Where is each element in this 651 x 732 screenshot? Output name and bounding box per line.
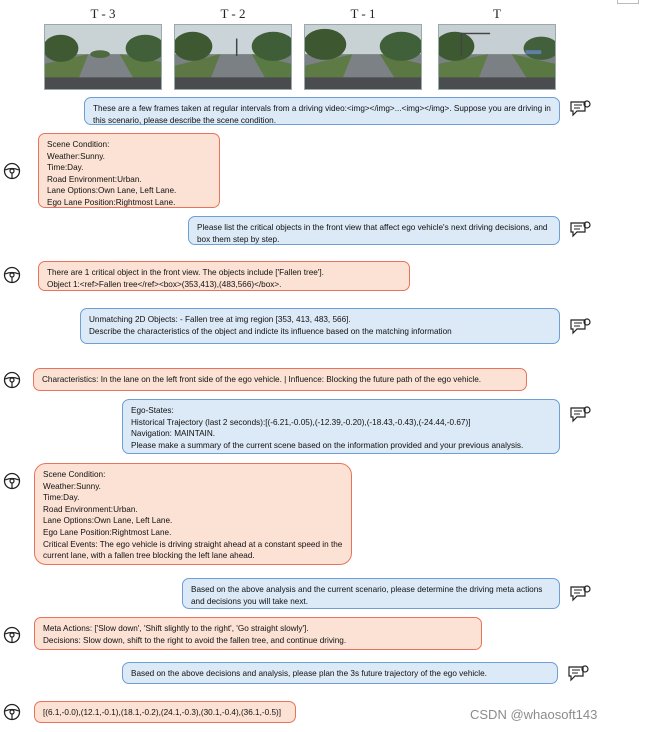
user-message-7: Ego-States: Historical Trajectory (last 2 seconds):[(-6.21,-0.05),(-12.39,-0.20),(-18.43,-0.43),(-24.44,-0.67)] Navigation: MAINTAIN. Please make a summary of the current scene based on the information provided and your previous analysis. xyxy=(122,399,560,454)
user-icon xyxy=(570,221,592,239)
frame-image-t-3 xyxy=(44,24,162,90)
frame-image-t-1 xyxy=(304,24,422,90)
user-icon xyxy=(568,665,590,683)
user-message-1: These are a few frames taken at regular intervals from a driving video:<img></img>...<img></img>. Suppose you are driving in this scenario, please describe the scene condition. xyxy=(84,97,560,125)
assistant-message-6: Characteristics: In the lane on the left front side of the ego vehicle. | Influence: Blocking the future path of the ego vehicle. xyxy=(33,368,527,391)
assistant-message-2: Scene Condition: Weather:Sunny. Time:Day. Road Environment:Urban. Lane Options:Own Lane, Left Lane. Ego Lane Position:Rightmost Lane. xyxy=(38,133,220,208)
steering-wheel-icon xyxy=(3,162,21,180)
user-icon xyxy=(570,100,592,118)
user-message-9: Based on the above analysis and the current scenario, please determine the driving meta actions and decisions you will take next. xyxy=(182,578,560,609)
steering-wheel-icon xyxy=(3,703,21,721)
frame-label-t: T xyxy=(493,6,501,21)
assistant-message-10: Meta Actions: ['Slow down', 'Shift slightly to the right', 'Go straight slowly']. Decisions: Slow down, shift to the right to avoid the fallen tree, and continue driving. xyxy=(34,617,482,650)
assistant-message-12: [(6.1,-0.0),(12.1,-0.1),(18.1,-0.2),(24.1,-0.3),(30.1,-0.4),(36.1,-0.5)] xyxy=(34,701,296,723)
user-icon xyxy=(570,585,592,603)
user-message-5: Unmatching 2D Objects: - Fallen tree at img region [353, 413, 483, 566]. Describe the characteristics of the object and indicte its influence based on the matching information xyxy=(80,308,560,344)
user-message-3: Please list the critical objects in the front view that affect ego vehicle's next driving decisions, and box them step by step. xyxy=(188,216,560,245)
assistant-message-4: There are 1 critical object in the front view. The objects include ['Fallen tree']. Object 1:<ref>Fallen tree</ref><box>(353,413),(483,566)</box>. xyxy=(38,261,410,291)
steering-wheel-icon xyxy=(3,626,21,644)
user-icon xyxy=(570,318,592,336)
steering-wheel-icon xyxy=(3,472,21,490)
frame-label-t-1: T - 1 xyxy=(350,6,376,21)
frame-image-t xyxy=(438,24,556,90)
steering-wheel-icon xyxy=(3,371,21,389)
steering-wheel-icon xyxy=(3,266,21,284)
watermark: CSDN @whaosoft143 xyxy=(470,707,598,722)
user-icon xyxy=(570,406,592,424)
assistant-message-8: Scene Condition: Weather:Sunny. Time:Day. Road Environment:Urban. Lane Options:Own Lane, Left Lane. Ego Lane Position:Rightmost Lane. Critical Events: The ego vehicle is driving straight ahead at a constant speed in the current lane, with a fallen tree blocking the left lane ahead. xyxy=(34,463,352,565)
frame-label-t-3: T - 3 xyxy=(90,6,116,21)
corner-mark xyxy=(617,0,639,4)
user-message-11: Based on the above decisions and analysis, please plan the 3s future trajectory of the ego vehicle. xyxy=(122,662,558,684)
frame-image-t-2 xyxy=(174,24,292,90)
frame-label-t-2: T - 2 xyxy=(220,6,246,21)
